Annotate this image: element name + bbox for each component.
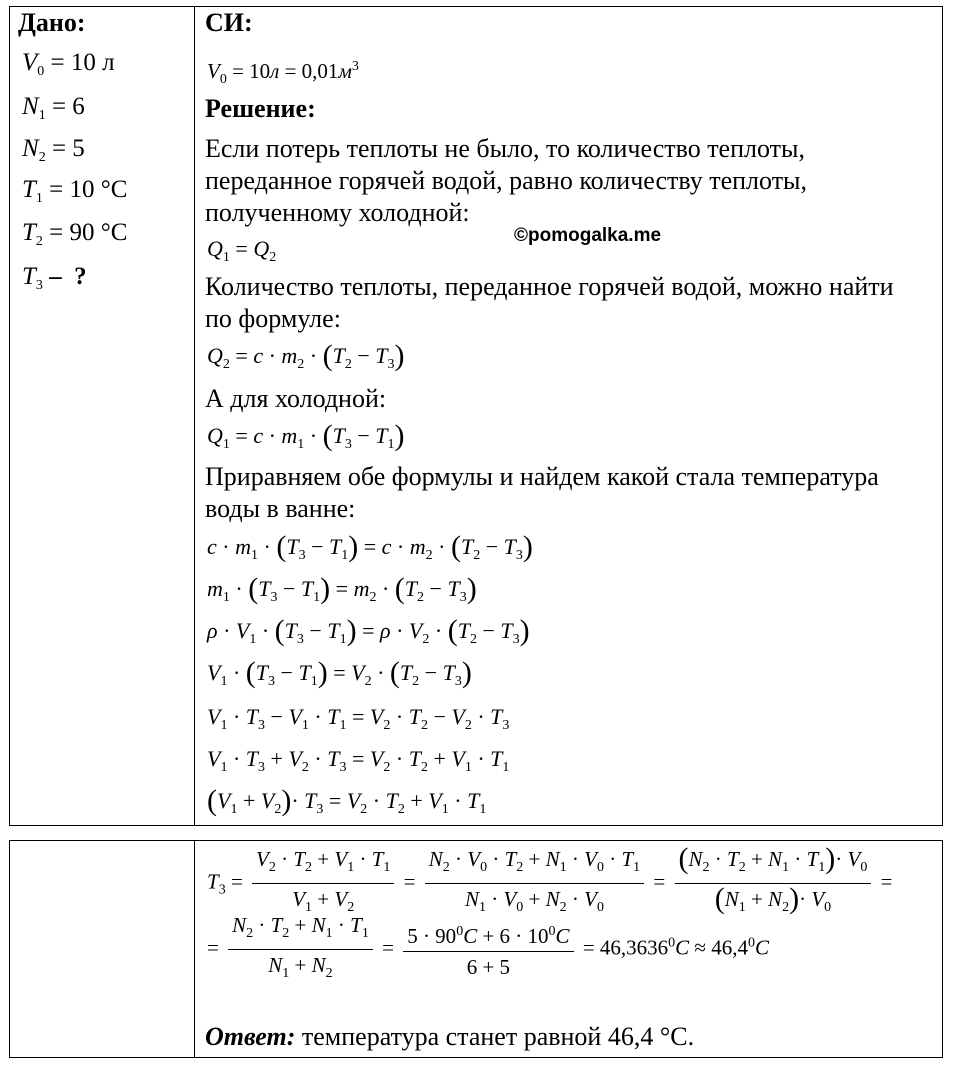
derivation-step-4: $V_1 \cdot (T_3 - T_1) = V_2 \cdot (T_2 - T_3)$	[207, 656, 472, 689]
answer-line	[205, 1022, 694, 1052]
eq-cold: $Q_1 = c \cdot m_1 \cdot (T_3 - T_1)$	[207, 419, 405, 452]
paragraph2-line1: Количество теплоты, переданное горячей водой, можно найти	[205, 272, 894, 301]
paragraph4-line2: воды в ванне:	[205, 494, 356, 523]
given-v0: $V_0 = 10$ л	[22, 49, 115, 79]
derivation-step-7: $(V_1 + V_2)\cdot T_3 = V_2 \cdot T_2 + V_1 \cdot T_1$	[207, 784, 487, 817]
derivation-step-6: $V_1 \cdot T_3 + V_2 \cdot T_3 = V_2 \cdot T_2 + V_1 \cdot T_1$	[207, 746, 510, 775]
final-formula-line2: = $\frac{N_2 \cdot T_2 + N_1 \cdot T_1}{N_1 + N_2}$ = $\frac{5 \cdot 90^0C + 6 \cdot 10^0C}{6 + 5}$ = $46,3636^0C \approx 46,4^0C$	[207, 913, 769, 981]
paragraph1-line3: полученному холодной:	[205, 198, 470, 227]
eq-hot: $Q_2 = c \cdot m_2 \cdot (T_2 - T_3)$	[207, 339, 405, 372]
top-table-divider	[194, 6, 195, 826]
paragraph1-line1: Если потерь теплоты не было, то количество теплоты,	[205, 134, 805, 163]
derivation-step-3: $\rho \cdot V_1 \cdot (T_3 - T_1) = \rho \cdot V_2 \cdot (T_2 - T_3)$	[207, 614, 530, 647]
paragraph3: А для холодной:	[205, 384, 387, 413]
bottom-table-divider	[194, 840, 195, 1058]
given-n2: $N_2 = 5$	[22, 135, 85, 165]
eq-balance: $Q_1 = Q_2$	[207, 236, 277, 265]
given-t2: $T_2 = 90$ °C	[22, 219, 128, 249]
final-formula-line1: $T_3$ = $\frac{V_2 \cdot T_2 + V_1 \cdot T_1}{V_1 + V_2}$ = $\frac{N_2 \cdot V_0 \cdot T_2 + N_1 \cdot V_0 \cdot T_1}{N_1 \cdot V_0 + N_2 \cdot V_0}$ = $\frac{(N_2 \cdot T_2 + N_1 \cdot T_1)\cdot V_0}{(N_1 + N_2)\cdot V_0}$ =	[207, 842, 893, 915]
watermark: ©pomogalka.me	[514, 225, 662, 246]
answer-text: температура станет равной 46,4 °С.	[301, 1022, 695, 1051]
given-t1: $T_1 = 10$ °C	[22, 176, 128, 206]
paragraph2-line2: по формуле:	[205, 304, 341, 333]
given-header: Дано:	[18, 8, 86, 37]
given-t3-unknown: $T_3$ – ?	[22, 263, 87, 293]
paragraph1-line2: переданное горячей водой, равно количеству теплоты,	[205, 166, 808, 195]
paragraph4-line1: Приравняем обе формулы и найдем какой стала температура	[205, 462, 879, 491]
si-header: СИ:	[205, 8, 253, 37]
derivation-step-2: $m_1 \cdot (T_3 - T_1) = m_2 \cdot (T_2 - T_3)$	[207, 572, 477, 605]
solution-header: Решение:	[205, 94, 316, 123]
given-n1: $N_1 = 6$	[22, 93, 85, 123]
si-conversion: $V_0 = 10л = 0,01м^3$	[207, 59, 359, 87]
answer-label: Ответ:	[205, 1022, 296, 1051]
derivation-step-1: $c \cdot m_1 \cdot (T_3 - T_1) = c \cdot m_2 \cdot (T_2 - T_3)$	[207, 530, 533, 563]
derivation-step-5: $V_1 \cdot T_3 - V_1 \cdot T_1 = V_2 \cdot T_2 - V_2 \cdot T_3$	[207, 704, 510, 733]
